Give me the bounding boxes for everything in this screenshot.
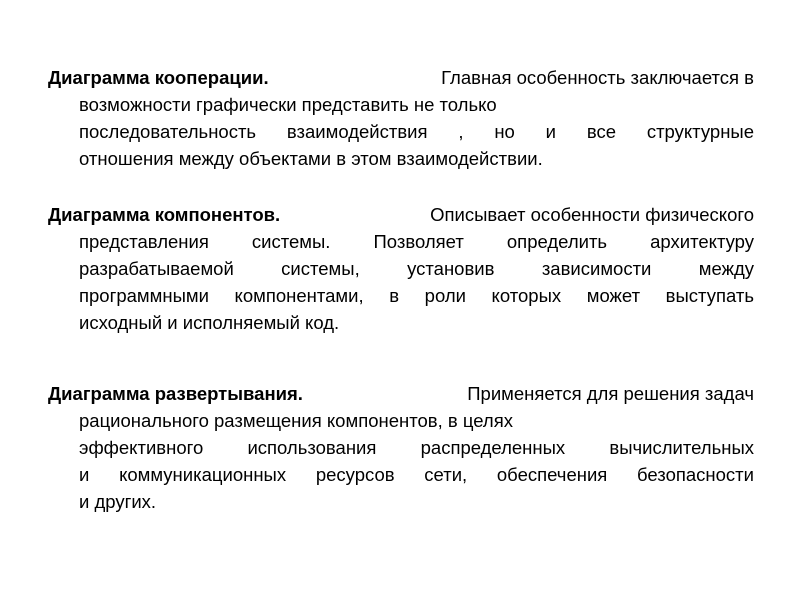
paragraph-text-line: отношения между объектами в этом взаимодействии.	[79, 148, 543, 169]
paragraph-text-line: представления системы. Позволяет определить архитектуру	[79, 231, 754, 252]
paragraph-text-line: и коммуникационных ресурсов сети, обеспечения безопасности	[79, 464, 754, 485]
paragraph-first-line	[48, 64, 754, 91]
term-collaboration-diagram: Диаграмма кооперации.	[48, 67, 269, 88]
term-deployment-diagram: Диаграмма развертывания.	[48, 383, 303, 404]
paragraph-text-line: Главная особенность заключается в	[441, 67, 754, 88]
paragraph-text-line: Описывает особенности физического	[430, 204, 754, 225]
paragraph-collaboration-diagram	[48, 64, 754, 172]
paragraph-deployment-diagram	[48, 380, 754, 515]
paragraph-text-line: рационального размещения компонентов, в целях	[79, 410, 513, 431]
paragraph-first-line	[48, 201, 754, 228]
paragraph-text-line: эффективного использования распределенных вычислительных	[79, 437, 754, 458]
paragraph-text-line: Применяется для решения задач	[467, 383, 754, 404]
paragraph-text-line: программными компонентами, в роли которых может выступать	[79, 285, 754, 306]
paragraph-first-line	[48, 380, 754, 407]
paragraph-text-line: последовательность взаимодействия , но и все структурные	[79, 121, 754, 142]
paragraph-text-line: исходный и исполняемый код.	[79, 312, 340, 333]
term-component-diagram: Диаграмма компонентов.	[48, 204, 281, 225]
paragraph-component-diagram	[48, 201, 754, 336]
justified-line: возможности графически представить не только	[79, 94, 497, 115]
paragraph-text-line: разрабатываемой системы, установив зависимости между	[79, 258, 754, 279]
paragraph-text-line	[48, 91, 754, 118]
paragraph-text-line: и других.	[79, 491, 157, 512]
